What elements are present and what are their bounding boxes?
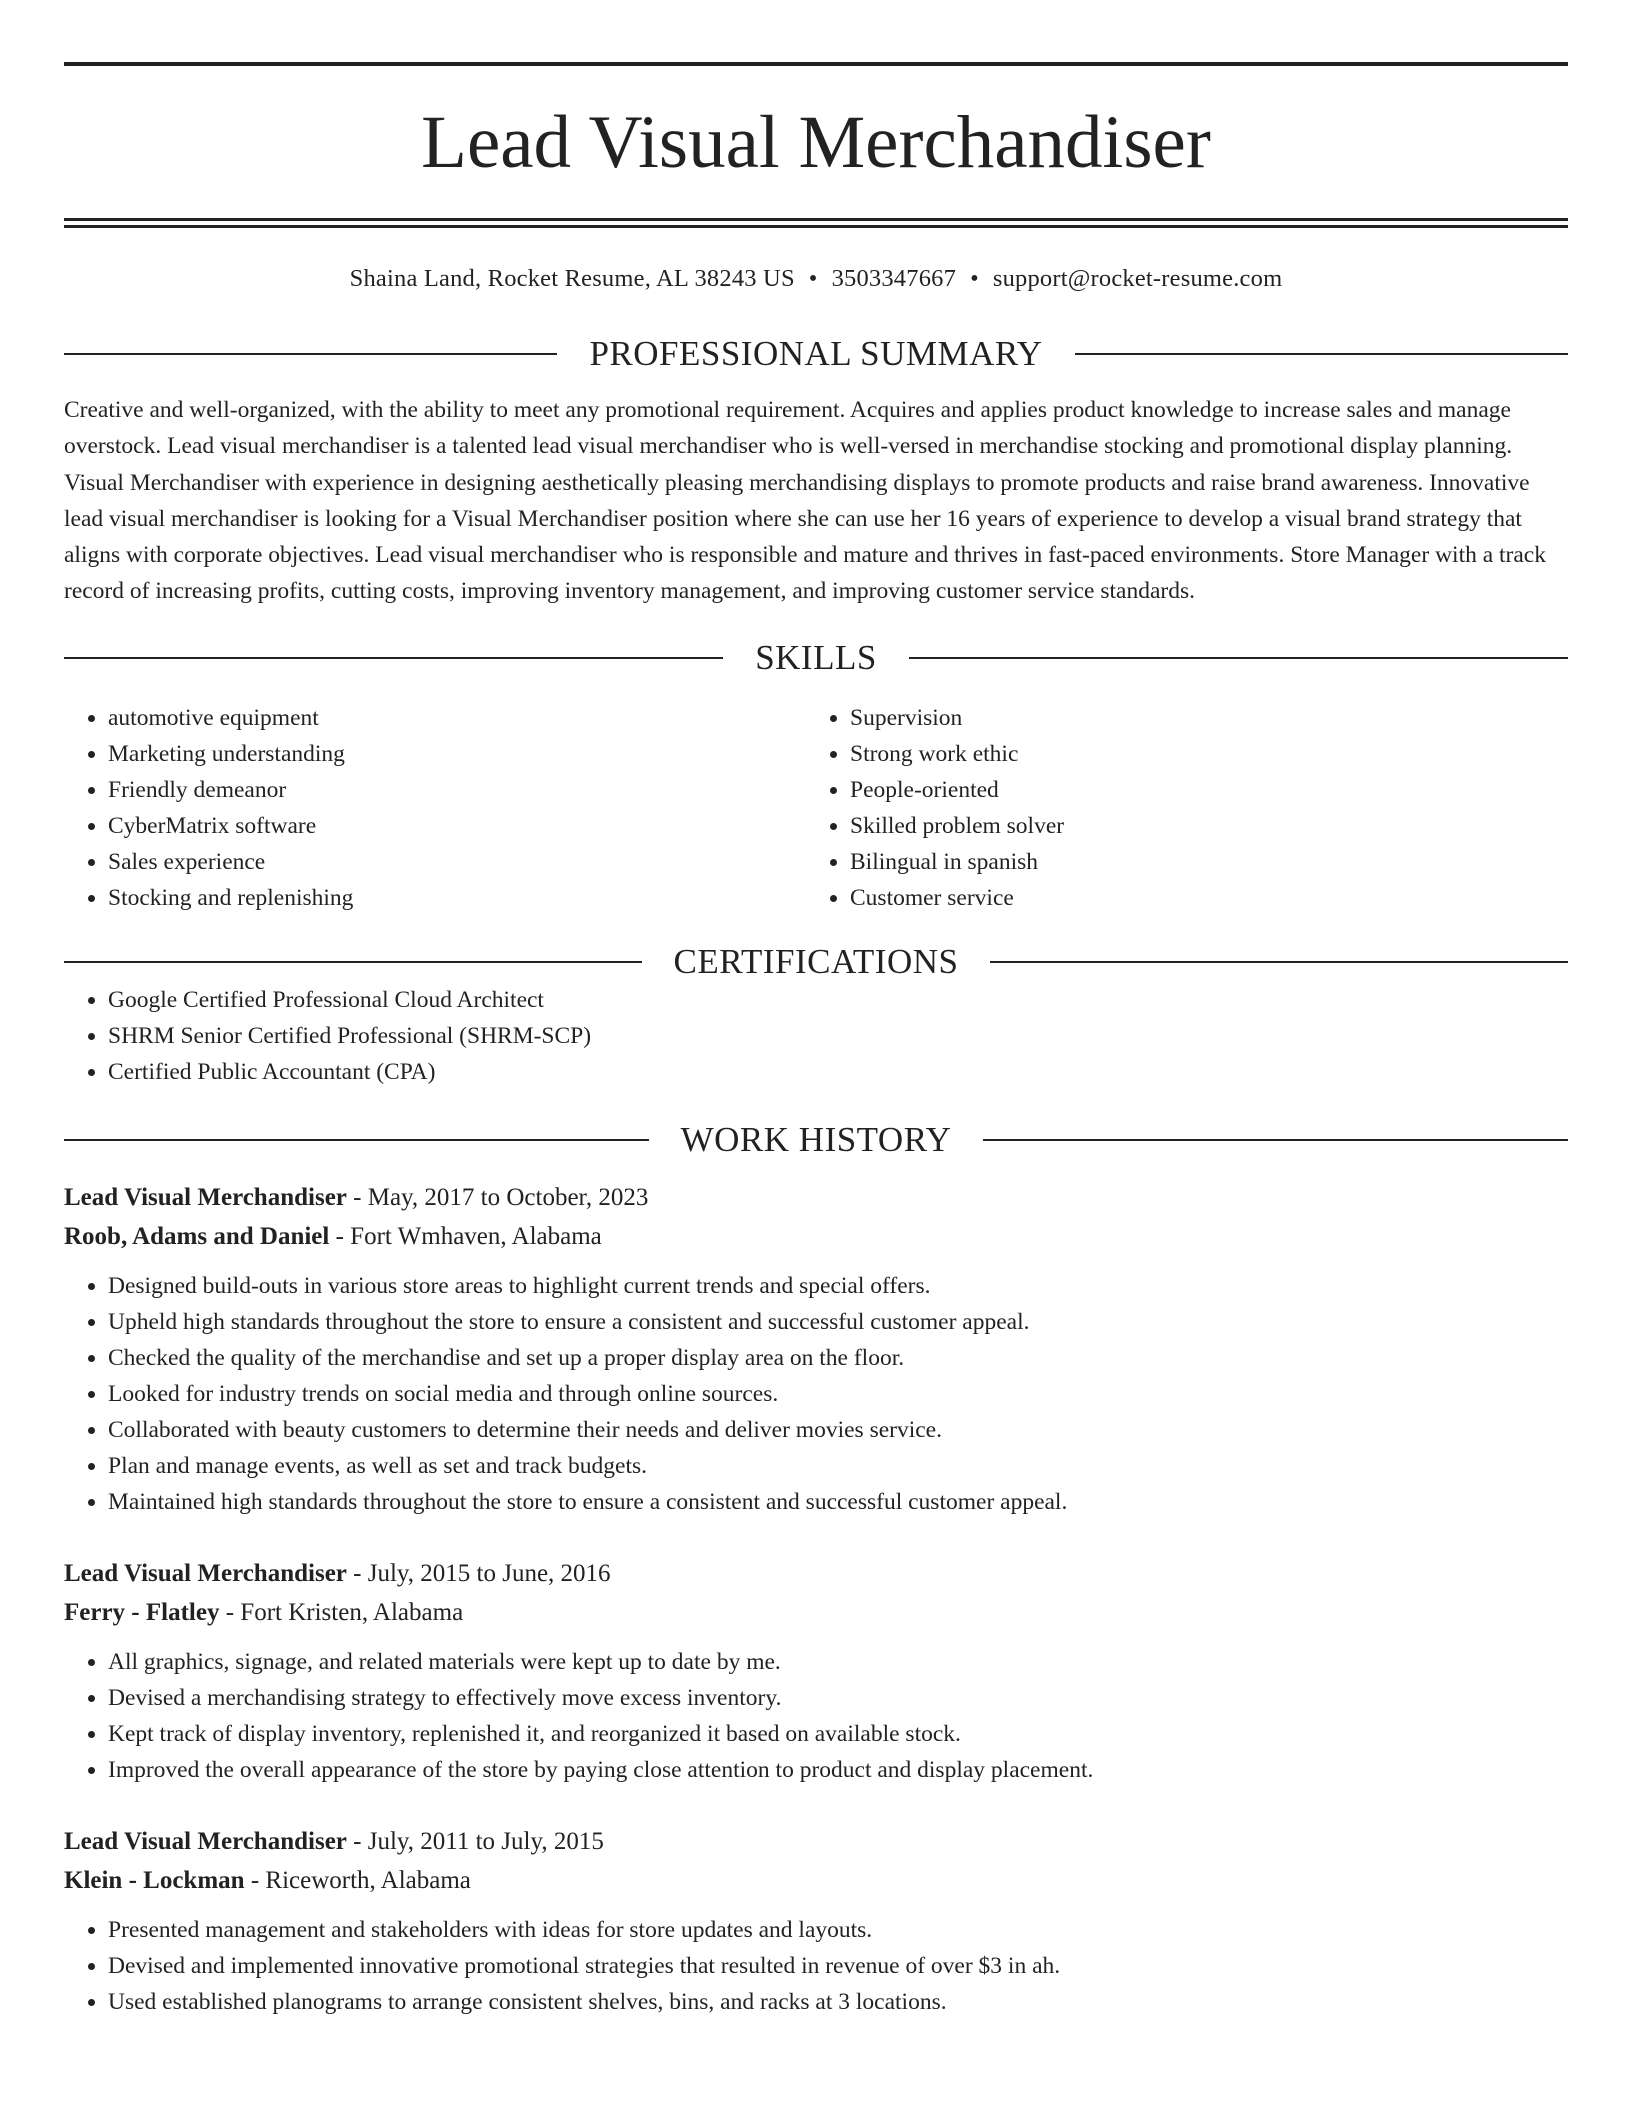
certifications-list <box>64 982 1568 1090</box>
summary-text: Creative and well-organized, with the ability to meet any promotional requirement. Acquires and applies product knowledge to increase sales and manage overstock. Lead visual merchandiser is a talented lead visual merchandiser who is well-versed in merchandise stocking and promotional display planning. Visual Merchandiser with experience in designing aesthetically pleasing merchandising displays to promote products and raise brand awareness. Innovative lead visual merchandiser is looking for a Visual Merchandiser position where she can use her 16 years of experience to develop a visual brand strategy that aligns with corporate objectives. Lead visual merchandiser who is responsible and mature and thrives in fast-paced environments. Store Manager with a track record of increasing profits, cutting costs, improving inventory management, and improving customer service standards. <box>64 397 1546 605</box>
skill-item: • People-oriented <box>850 772 1548 808</box>
job-bullet: • Kept track of display inventory, replenished it, and reorganized it based on available stock. <box>108 1716 1568 1752</box>
section-rule-left <box>64 961 642 963</box>
work-section-header <box>64 1120 1568 1160</box>
job-dates: - July, 2011 to July, 2015 <box>346 1827 604 1855</box>
certifications-section-header <box>64 942 1568 982</box>
job-company: Ferry - Flatley <box>64 1598 220 1626</box>
skill-item: • Customer service <box>850 880 1548 916</box>
skill-item: • Sales experience <box>108 844 806 880</box>
job-title: Lead Visual Merchandiser <box>64 1559 347 1587</box>
job-title: Lead Visual Merchandiser <box>64 1183 347 1211</box>
skill-item: • Supervision <box>850 700 1548 736</box>
certification-item: • Certified Public Accountant (CPA) <box>108 1054 1568 1090</box>
certification-item: • SHRM Senior Certified Professional (SHRM-SCP) <box>108 1018 1568 1054</box>
job-company-line <box>64 1217 1568 1256</box>
skills-section-header <box>64 638 1568 678</box>
section-rule-left <box>64 353 557 355</box>
section-rule-left <box>64 1139 649 1141</box>
job-bullet: • Looked for industry trends on social media and through online sources. <box>108 1376 1568 1412</box>
job-bullets <box>64 1912 1568 2020</box>
title-double-rule <box>64 218 1568 228</box>
skills-column-right <box>806 700 1548 916</box>
section-rule-left <box>64 657 723 659</box>
job-company: Roob, Adams and Daniel <box>64 1222 330 1250</box>
section-rule-right <box>1075 353 1568 355</box>
job-title: Lead Visual Merchandiser <box>64 1827 347 1855</box>
job-bullet: • Improved the overall appearance of the store by paying close attention to product and display placement. <box>108 1752 1568 1788</box>
resume-title: Lead Visual Merchandiser <box>421 101 1211 184</box>
contact-address: Shaina Land, Rocket Resume, AL 38243 US <box>349 265 795 292</box>
contact-line <box>64 264 1568 294</box>
job-company: Klein - Lockman <box>64 1866 245 1894</box>
skill-item: • automotive equipment <box>108 700 806 736</box>
skills-list-right <box>806 700 1548 916</box>
contact-email: support@rocket-resume.com <box>992 265 1283 292</box>
work-history-list <box>64 1178 1568 2020</box>
job-bullet: • Devised a merchandising strategy to effectively move excess inventory. <box>108 1680 1568 1716</box>
job-entry <box>64 1554 1568 1788</box>
skill-item: • Skilled problem solver <box>850 808 1548 844</box>
skills-column-left <box>64 700 806 916</box>
summary-section-title: PROFESSIONAL SUMMARY <box>589 334 1043 373</box>
job-bullet: • Maintained high standards throughout the store to ensure a consistent and successful customer appeal. <box>108 1484 1568 1520</box>
section-rule-right <box>909 657 1568 659</box>
skills-columns <box>64 700 1568 916</box>
job-dates: - May, 2017 to October, 2023 <box>346 1183 649 1211</box>
job-entry <box>64 1178 1568 1520</box>
summary-section-header <box>64 334 1568 374</box>
job-entry <box>64 1822 1568 2020</box>
skill-item: • Stocking and replenishing <box>108 880 806 916</box>
skill-item: • CyberMatrix software <box>108 808 806 844</box>
job-bullet: • Devised and implemented innovative promotional strategies that resulted in revenue of over $3 in ah. <box>108 1948 1568 1984</box>
job-bullet: • Used established planograms to arrange consistent shelves, bins, and racks at 3 locations. <box>108 1984 1568 2020</box>
job-bullet: • Upheld high standards throughout the store to ensure a consistent and successful customer appeal. <box>108 1304 1568 1340</box>
job-bullets <box>64 1268 1568 1520</box>
skill-item: • Friendly demeanor <box>108 772 806 808</box>
job-bullet: • Plan and manage events, as well as set and track budgets. <box>108 1448 1568 1484</box>
job-location: - Riceworth, Alabama <box>244 1866 471 1894</box>
job-title-line <box>64 1178 1568 1217</box>
skill-item: • Bilingual in spanish <box>850 844 1548 880</box>
job-bullet: • All graphics, signage, and related materials were kept up to date by me. <box>108 1644 1568 1680</box>
job-title-line <box>64 1822 1568 1861</box>
top-rule <box>64 62 1568 66</box>
contact-phone: 3503347667 <box>831 265 957 292</box>
job-title-line <box>64 1554 1568 1593</box>
job-bullet: • Collaborated with beauty customers to determine their needs and deliver movies service. <box>108 1412 1568 1448</box>
work-section-title: WORK HISTORY <box>680 1119 952 1159</box>
job-bullet: • Checked the quality of the merchandise and set up a proper display area on the floor. <box>108 1340 1568 1376</box>
job-bullets <box>64 1644 1568 1788</box>
skill-item: • Strong work ethic <box>850 736 1548 772</box>
contact-separator: • <box>970 265 979 292</box>
job-company-line <box>64 1861 1568 1900</box>
section-rule-right <box>990 961 1568 963</box>
contact-separator: • <box>808 265 818 292</box>
certifications-section-title: CERTIFICATIONS <box>673 941 959 981</box>
skill-item: • Marketing understanding <box>108 736 806 772</box>
job-bullet: • Presented management and stakeholders with ideas for store updates and layouts. <box>108 1912 1568 1948</box>
section-rule-right <box>983 1139 1568 1141</box>
skills-list-left <box>64 700 806 916</box>
job-location: - Fort Wmhaven, Alabama <box>329 1222 602 1250</box>
job-company-line <box>64 1593 1568 1632</box>
certification-item: • Google Certified Professional Cloud Architect <box>108 982 1568 1018</box>
job-bullet: • Designed build-outs in various store areas to highlight current trends and special offers. <box>108 1268 1568 1304</box>
job-dates: - July, 2015 to June, 2016 <box>346 1559 611 1587</box>
job-location: - Fort Kristen, Alabama <box>219 1598 464 1626</box>
skills-section-title: SKILLS <box>755 637 877 677</box>
